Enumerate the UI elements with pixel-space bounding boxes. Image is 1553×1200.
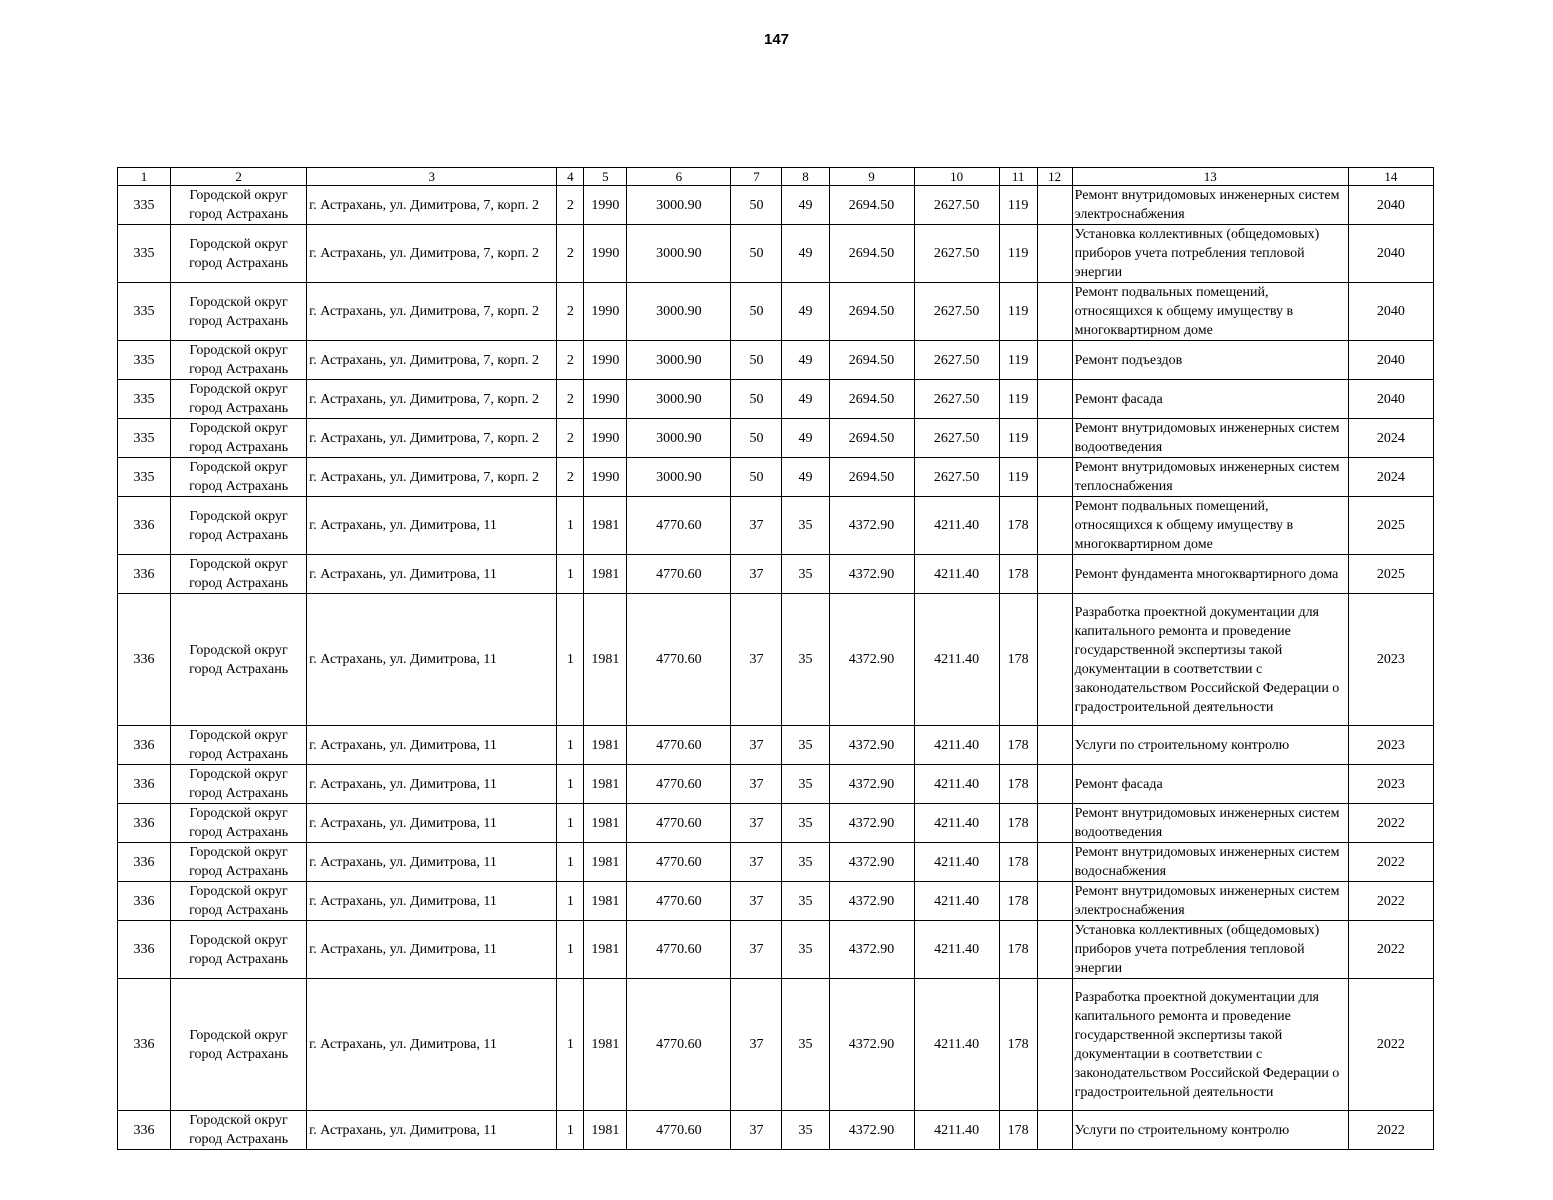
column-12-cell: [1037, 555, 1072, 594]
work-type-cell: Ремонт внутридомовых инженерных систем водоотведения: [1072, 419, 1348, 458]
entrances-cell: 50: [731, 419, 782, 458]
residential-area-cell: 4372.90: [829, 882, 914, 921]
municipality-cell: Городской округ город Астрахань: [171, 497, 307, 555]
year-built-cell: 1990: [584, 283, 627, 341]
floors-cell: 1: [557, 1111, 584, 1150]
year-built-cell: 1981: [584, 1111, 627, 1150]
column-header-3: 3: [307, 168, 557, 186]
work-type-cell: Разработка проектной документации для капитального ремонта и проведение государственной экспертизы такой документации в соответствии с законодательством Российской Федерации о градостроительной деятельности: [1072, 979, 1348, 1111]
apartments-cell: 49: [782, 419, 829, 458]
column-12-cell: [1037, 594, 1072, 726]
work-type-cell: Ремонт внутридомовых инженерных систем водоснабжения: [1072, 843, 1348, 882]
table-row: [118, 283, 1434, 341]
planned-year-cell: 2024: [1348, 458, 1433, 497]
floors-cell: 1: [557, 497, 584, 555]
column-12-cell: [1037, 419, 1072, 458]
planned-year-cell: 2040: [1348, 380, 1433, 419]
column-12-cell: [1037, 804, 1072, 843]
address-cell: г. Астрахань, ул. Димитрова, 11: [307, 804, 557, 843]
planned-year-cell: 2025: [1348, 497, 1433, 555]
work-type-cell: Ремонт подвальных помещений, относящихся к общему имуществу в многоквартирном доме: [1072, 497, 1348, 555]
year-built-cell: 1990: [584, 380, 627, 419]
municipality-cell: Городской округ город Астрахань: [171, 594, 307, 726]
floors-cell: 2: [557, 380, 584, 419]
total-area-cell: 4770.60: [627, 843, 731, 882]
municipality-cell: Городской округ город Астрахань: [171, 555, 307, 594]
residential-area-cell: 4372.90: [829, 594, 914, 726]
work-type-cell: Услуги по строительному контролю: [1072, 1111, 1348, 1150]
residential-area-cell: 4372.90: [829, 843, 914, 882]
residents-cell: 178: [999, 555, 1037, 594]
entrances-cell: 37: [731, 594, 782, 726]
residents-cell: 178: [999, 765, 1037, 804]
planned-year-cell: 2040: [1348, 283, 1433, 341]
residential-area-cell: 2694.50: [829, 380, 914, 419]
column-header-8: 8: [782, 168, 829, 186]
planned-year-cell: 2022: [1348, 979, 1433, 1111]
entrances-cell: 50: [731, 380, 782, 419]
address-cell: г. Астрахань, ул. Димитрова, 11: [307, 843, 557, 882]
total-area-cell: 4770.60: [627, 726, 731, 765]
work-type-cell: Услуги по строительному контролю: [1072, 726, 1348, 765]
apartments-cell: 49: [782, 380, 829, 419]
apartments-cell: 35: [782, 1111, 829, 1150]
row-number-cell: 336: [118, 1111, 171, 1150]
total-area-cell: 3000.90: [627, 419, 731, 458]
municipality-cell: Городской округ город Астрахань: [171, 882, 307, 921]
column-12-cell: [1037, 765, 1072, 804]
column-12-cell: [1037, 283, 1072, 341]
residents-cell: 119: [999, 419, 1037, 458]
residential-area-cell: 2694.50: [829, 419, 914, 458]
total-area-cell: 4770.60: [627, 882, 731, 921]
residents-cell: 178: [999, 882, 1037, 921]
total-area-cell: 4770.60: [627, 594, 731, 726]
residential-area-cell: 4372.90: [829, 979, 914, 1111]
apartments-cell: 49: [782, 225, 829, 283]
residents-cell: 178: [999, 921, 1037, 979]
work-type-cell: Ремонт внутридомовых инженерных систем электроснабжения: [1072, 882, 1348, 921]
year-built-cell: 1981: [584, 921, 627, 979]
floors-cell: 1: [557, 555, 584, 594]
column-12-cell: [1037, 979, 1072, 1111]
municipality-cell: Городской округ город Астрахань: [171, 804, 307, 843]
row-number-cell: 336: [118, 921, 171, 979]
total-area-cell: 3000.90: [627, 458, 731, 497]
column-12-cell: [1037, 497, 1072, 555]
column-header-1: 1: [118, 168, 171, 186]
entrances-cell: 50: [731, 225, 782, 283]
apartments-cell: 35: [782, 765, 829, 804]
column-12-cell: [1037, 843, 1072, 882]
residential-area-cell: 4372.90: [829, 555, 914, 594]
year-built-cell: 1981: [584, 804, 627, 843]
address-cell: г. Астрахань, ул. Димитрова, 11: [307, 765, 557, 804]
table-row: [118, 497, 1434, 555]
row-number-cell: 336: [118, 594, 171, 726]
total-area-cell: 4770.60: [627, 804, 731, 843]
residential-area-cell: 4372.90: [829, 804, 914, 843]
municipality-cell: Городской округ город Астрахань: [171, 186, 307, 225]
residents-cell: 119: [999, 186, 1037, 225]
year-built-cell: 1990: [584, 341, 627, 380]
apartments-cell: 49: [782, 341, 829, 380]
row-number-cell: 336: [118, 555, 171, 594]
private-area-cell: 4211.40: [914, 726, 999, 765]
floors-cell: 1: [557, 882, 584, 921]
residential-area-cell: 2694.50: [829, 225, 914, 283]
table-row: [118, 419, 1434, 458]
row-number-cell: 335: [118, 341, 171, 380]
table-row: [118, 921, 1434, 979]
column-12-cell: [1037, 341, 1072, 380]
apartments-cell: 35: [782, 555, 829, 594]
entrances-cell: 37: [731, 804, 782, 843]
address-cell: г. Астрахань, ул. Димитрова, 7, корп. 2: [307, 341, 557, 380]
address-cell: г. Астрахань, ул. Димитрова, 11: [307, 921, 557, 979]
floors-cell: 1: [557, 979, 584, 1111]
address-cell: г. Астрахань, ул. Димитрова, 7, корп. 2: [307, 419, 557, 458]
entrances-cell: 50: [731, 341, 782, 380]
residents-cell: 119: [999, 458, 1037, 497]
address-cell: г. Астрахань, ул. Димитрова, 11: [307, 979, 557, 1111]
year-built-cell: 1990: [584, 419, 627, 458]
table-row: [118, 765, 1434, 804]
residents-cell: 178: [999, 726, 1037, 765]
planned-year-cell: 2024: [1348, 419, 1433, 458]
year-built-cell: 1990: [584, 458, 627, 497]
total-area-cell: 3000.90: [627, 225, 731, 283]
table-row: [118, 843, 1434, 882]
residential-area-cell: 4372.90: [829, 921, 914, 979]
private-area-cell: 4211.40: [914, 497, 999, 555]
floors-cell: 1: [557, 804, 584, 843]
total-area-cell: 4770.60: [627, 497, 731, 555]
table-body: [118, 186, 1434, 1150]
private-area-cell: 4211.40: [914, 843, 999, 882]
apartments-cell: 35: [782, 843, 829, 882]
column-header-9: 9: [829, 168, 914, 186]
entrances-cell: 37: [731, 843, 782, 882]
row-number-cell: 335: [118, 225, 171, 283]
residents-cell: 178: [999, 843, 1037, 882]
total-area-cell: 3000.90: [627, 380, 731, 419]
floors-cell: 1: [557, 765, 584, 804]
entrances-cell: 50: [731, 283, 782, 341]
column-header-5: 5: [584, 168, 627, 186]
residents-cell: 178: [999, 594, 1037, 726]
table-row: [118, 804, 1434, 843]
floors-cell: 1: [557, 921, 584, 979]
residents-cell: 119: [999, 225, 1037, 283]
work-type-cell: Ремонт внутридомовых инженерных систем теплоснабжения: [1072, 458, 1348, 497]
work-type-cell: Ремонт внутридомовых инженерных систем электроснабжения: [1072, 186, 1348, 225]
planned-year-cell: 2023: [1348, 765, 1433, 804]
column-12-cell: [1037, 1111, 1072, 1150]
total-area-cell: 4770.60: [627, 1111, 731, 1150]
entrances-cell: 37: [731, 1111, 782, 1150]
planned-year-cell: 2022: [1348, 843, 1433, 882]
municipality-cell: Городской округ город Астрахань: [171, 283, 307, 341]
total-area-cell: 4770.60: [627, 765, 731, 804]
table-row: [118, 594, 1434, 726]
municipality-cell: Городской округ город Астрахань: [171, 225, 307, 283]
residential-area-cell: 2694.50: [829, 458, 914, 497]
address-cell: г. Астрахань, ул. Димитрова, 11: [307, 882, 557, 921]
entrances-cell: 50: [731, 458, 782, 497]
residents-cell: 178: [999, 497, 1037, 555]
municipality-cell: Городской округ город Астрахань: [171, 726, 307, 765]
entrances-cell: 37: [731, 726, 782, 765]
apartments-cell: 35: [782, 726, 829, 765]
address-cell: г. Астрахань, ул. Димитрова, 11: [307, 1111, 557, 1150]
column-header-11: 11: [999, 168, 1037, 186]
address-cell: г. Астрахань, ул. Димитрова, 11: [307, 594, 557, 726]
address-cell: г. Астрахань, ул. Димитрова, 7, корп. 2: [307, 380, 557, 419]
year-built-cell: 1990: [584, 186, 627, 225]
address-cell: г. Астрахань, ул. Димитрова, 11: [307, 497, 557, 555]
work-type-cell: Ремонт фасада: [1072, 380, 1348, 419]
column-header-14: 14: [1348, 168, 1433, 186]
column-header-12: 12: [1037, 168, 1072, 186]
entrances-cell: 37: [731, 555, 782, 594]
residential-area-cell: 2694.50: [829, 341, 914, 380]
municipality-cell: Городской округ город Астрахань: [171, 419, 307, 458]
work-type-cell: Ремонт внутридомовых инженерных систем водоотведения: [1072, 804, 1348, 843]
column-12-cell: [1037, 380, 1072, 419]
apartments-cell: 35: [782, 921, 829, 979]
municipality-cell: Городской округ город Астрахань: [171, 921, 307, 979]
apartments-cell: 49: [782, 283, 829, 341]
table-row: [118, 458, 1434, 497]
total-area-cell: 3000.90: [627, 283, 731, 341]
planned-year-cell: 2040: [1348, 341, 1433, 380]
floors-cell: 2: [557, 341, 584, 380]
private-area-cell: 4211.40: [914, 594, 999, 726]
column-12-cell: [1037, 225, 1072, 283]
apartments-cell: 49: [782, 458, 829, 497]
work-type-cell: Установка коллективных (общедомовых) приборов учета потребления тепловой энергии: [1072, 921, 1348, 979]
floors-cell: 1: [557, 594, 584, 726]
row-number-cell: 336: [118, 765, 171, 804]
apartments-cell: 35: [782, 804, 829, 843]
column-number-row: [118, 168, 1434, 186]
table-row: [118, 186, 1434, 225]
row-number-cell: 336: [118, 726, 171, 765]
total-area-cell: 3000.90: [627, 341, 731, 380]
planned-year-cell: 2022: [1348, 1111, 1433, 1150]
row-number-cell: 336: [118, 843, 171, 882]
residential-area-cell: 2694.50: [829, 283, 914, 341]
row-number-cell: 335: [118, 186, 171, 225]
residential-area-cell: 4372.90: [829, 765, 914, 804]
year-built-cell: 1981: [584, 765, 627, 804]
column-12-cell: [1037, 458, 1072, 497]
year-built-cell: 1981: [584, 594, 627, 726]
private-area-cell: 2627.50: [914, 283, 999, 341]
municipality-cell: Городской округ город Астрахань: [171, 979, 307, 1111]
private-area-cell: 4211.40: [914, 555, 999, 594]
floors-cell: 2: [557, 283, 584, 341]
work-type-cell: Ремонт фасада: [1072, 765, 1348, 804]
work-type-cell: Ремонт фундамента многоквартирного дома: [1072, 555, 1348, 594]
private-area-cell: 4211.40: [914, 1111, 999, 1150]
address-cell: г. Астрахань, ул. Димитрова, 11: [307, 555, 557, 594]
column-12-cell: [1037, 921, 1072, 979]
municipality-cell: Городской округ город Астрахань: [171, 843, 307, 882]
total-area-cell: 3000.90: [627, 186, 731, 225]
planned-year-cell: 2040: [1348, 186, 1433, 225]
apartments-cell: 49: [782, 186, 829, 225]
total-area-cell: 4770.60: [627, 555, 731, 594]
residents-cell: 178: [999, 804, 1037, 843]
private-area-cell: 4211.40: [914, 882, 999, 921]
table-row: [118, 341, 1434, 380]
apartments-cell: 35: [782, 594, 829, 726]
total-area-cell: 4770.60: [627, 979, 731, 1111]
entrances-cell: 50: [731, 186, 782, 225]
work-type-cell: Ремонт подвальных помещений, относящихся к общему имуществу в многоквартирном доме: [1072, 283, 1348, 341]
residential-area-cell: 2694.50: [829, 186, 914, 225]
private-area-cell: 4211.40: [914, 979, 999, 1111]
column-12-cell: [1037, 726, 1072, 765]
year-built-cell: 1981: [584, 979, 627, 1111]
floors-cell: 1: [557, 726, 584, 765]
entrances-cell: 37: [731, 497, 782, 555]
year-built-cell: 1981: [584, 882, 627, 921]
year-built-cell: 1981: [584, 555, 627, 594]
total-area-cell: 4770.60: [627, 921, 731, 979]
row-number-cell: 335: [118, 419, 171, 458]
entrances-cell: 37: [731, 979, 782, 1111]
work-type-cell: Установка коллективных (общедомовых) приборов учета потребления тепловой энергии: [1072, 225, 1348, 283]
planned-year-cell: 2022: [1348, 921, 1433, 979]
apartments-cell: 35: [782, 497, 829, 555]
floors-cell: 2: [557, 186, 584, 225]
floors-cell: 1: [557, 843, 584, 882]
row-number-cell: 335: [118, 283, 171, 341]
residents-cell: 119: [999, 283, 1037, 341]
floors-cell: 2: [557, 225, 584, 283]
municipality-cell: Городской округ город Астрахань: [171, 380, 307, 419]
year-built-cell: 1981: [584, 843, 627, 882]
planned-year-cell: 2040: [1348, 225, 1433, 283]
residents-cell: 119: [999, 341, 1037, 380]
table-row: [118, 555, 1434, 594]
residential-area-cell: 4372.90: [829, 1111, 914, 1150]
entrances-cell: 37: [731, 882, 782, 921]
private-area-cell: 2627.50: [914, 341, 999, 380]
table-row: [118, 726, 1434, 765]
year-built-cell: 1981: [584, 497, 627, 555]
table-row: [118, 380, 1434, 419]
address-cell: г. Астрахань, ул. Димитрова, 7, корп. 2: [307, 458, 557, 497]
page-number: 147: [763, 31, 790, 48]
column-header-7: 7: [731, 168, 782, 186]
planned-year-cell: 2022: [1348, 804, 1433, 843]
column-12-cell: [1037, 882, 1072, 921]
column-header-6: 6: [627, 168, 731, 186]
year-built-cell: 1990: [584, 225, 627, 283]
table-row: [118, 1111, 1434, 1150]
address-cell: г. Астрахань, ул. Димитрова, 7, корп. 2: [307, 225, 557, 283]
private-area-cell: 4211.40: [914, 921, 999, 979]
private-area-cell: 4211.40: [914, 804, 999, 843]
planned-year-cell: 2023: [1348, 726, 1433, 765]
residents-cell: 119: [999, 380, 1037, 419]
residential-area-cell: 4372.90: [829, 497, 914, 555]
private-area-cell: 2627.50: [914, 380, 999, 419]
capital-repair-table: [117, 167, 1434, 1150]
row-number-cell: 336: [118, 804, 171, 843]
entrances-cell: 37: [731, 921, 782, 979]
row-number-cell: 335: [118, 458, 171, 497]
entrances-cell: 37: [731, 765, 782, 804]
municipality-cell: Городской округ город Астрахань: [171, 765, 307, 804]
private-area-cell: 4211.40: [914, 765, 999, 804]
apartments-cell: 35: [782, 979, 829, 1111]
residents-cell: 178: [999, 1111, 1037, 1150]
address-cell: г. Астрахань, ул. Димитрова, 11: [307, 726, 557, 765]
column-header-4: 4: [557, 168, 584, 186]
residents-cell: 178: [999, 979, 1037, 1111]
floors-cell: 2: [557, 458, 584, 497]
column-12-cell: [1037, 186, 1072, 225]
address-cell: г. Астрахань, ул. Димитрова, 7, корп. 2: [307, 186, 557, 225]
column-header-2: 2: [171, 168, 307, 186]
private-area-cell: 2627.50: [914, 419, 999, 458]
row-number-cell: 336: [118, 979, 171, 1111]
year-built-cell: 1981: [584, 726, 627, 765]
floors-cell: 2: [557, 419, 584, 458]
row-number-cell: 336: [118, 882, 171, 921]
table-row: [118, 225, 1434, 283]
private-area-cell: 2627.50: [914, 186, 999, 225]
work-type-cell: Разработка проектной документации для капитального ремонта и проведение государственной экспертизы такой документации в соответствии с законодательством Российской Федерации о градостроительной деятельности: [1072, 594, 1348, 726]
planned-year-cell: 2025: [1348, 555, 1433, 594]
private-area-cell: 2627.50: [914, 225, 999, 283]
column-header-13: 13: [1072, 168, 1348, 186]
address-cell: г. Астрахань, ул. Димитрова, 7, корп. 2: [307, 283, 557, 341]
column-header-10: 10: [914, 168, 999, 186]
table-row: [118, 882, 1434, 921]
row-number-cell: 335: [118, 380, 171, 419]
municipality-cell: Городской округ город Астрахань: [171, 458, 307, 497]
table-row: [118, 979, 1434, 1111]
residential-area-cell: 4372.90: [829, 726, 914, 765]
municipality-cell: Городской округ город Астрахань: [171, 341, 307, 380]
planned-year-cell: 2022: [1348, 882, 1433, 921]
apartments-cell: 35: [782, 882, 829, 921]
row-number-cell: 336: [118, 497, 171, 555]
planned-year-cell: 2023: [1348, 594, 1433, 726]
work-type-cell: Ремонт подъездов: [1072, 341, 1348, 380]
private-area-cell: 2627.50: [914, 458, 999, 497]
municipality-cell: Городской округ город Астрахань: [171, 1111, 307, 1150]
